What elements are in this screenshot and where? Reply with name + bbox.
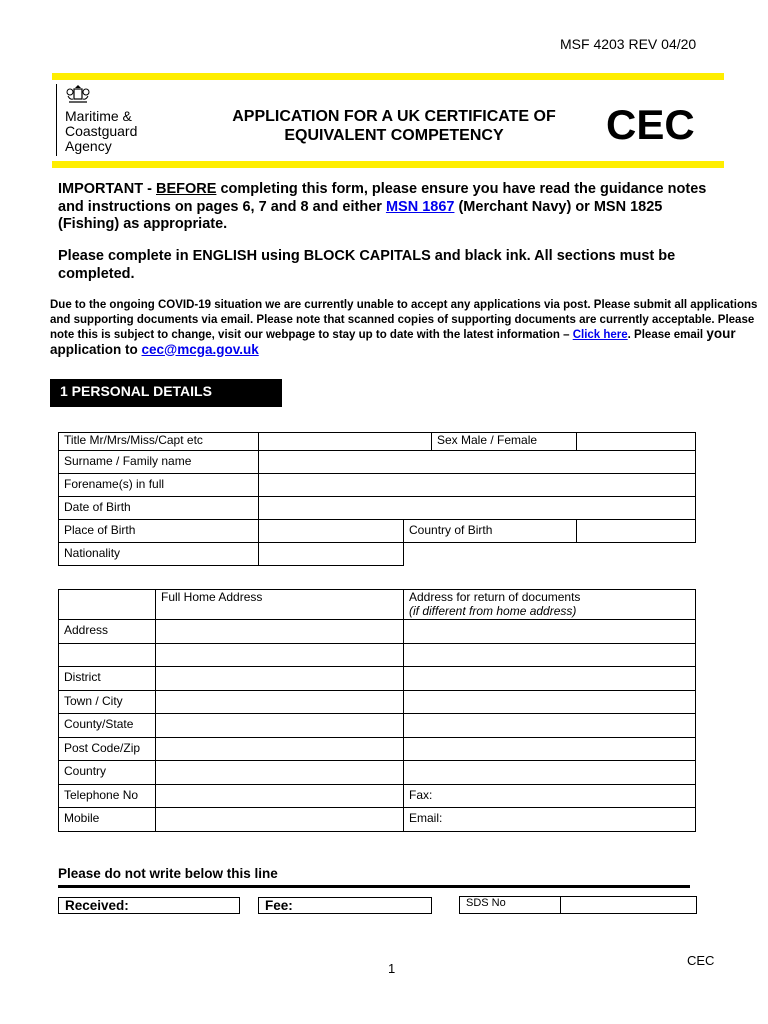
received-box: [58, 897, 240, 914]
title-field[interactable]: [259, 433, 432, 451]
table-row: [59, 590, 696, 620]
home-address-line-2-field[interactable]: [156, 643, 404, 667]
office-use-heading: Please do not write below this line: [58, 866, 278, 881]
sds-box: [459, 896, 697, 914]
surname-field[interactable]: [259, 451, 696, 474]
table-row: [59, 643, 696, 667]
county-state-label: County/State: [59, 714, 156, 738]
return-county-field[interactable]: [404, 714, 696, 738]
before-emphasis: BEFORE: [156, 181, 217, 197]
nationality-empty: [404, 543, 696, 566]
sds-divider: [560, 897, 561, 913]
sex-label: Sex Male / Female: [432, 433, 577, 451]
table-row: [59, 543, 696, 566]
forename-field[interactable]: [259, 474, 696, 497]
email-field[interactable]: Email:: [404, 808, 696, 832]
return-address-subheader: (if different from home address): [409, 604, 577, 618]
table-row: [59, 667, 696, 691]
return-address-header: [404, 590, 696, 620]
important-notice: [58, 181, 726, 234]
table-row: [59, 620, 696, 644]
country-label: Country: [59, 761, 156, 785]
important-text: completing this form, please ensure you have read the guidance notes and instructions on pages 6, 7 and 8 and either: [58, 181, 707, 215]
form-title-line: APPLICATION FOR A UK CERTIFICATE OF: [232, 108, 556, 125]
section-personal-details-header: 1 PERSONAL DETAILS: [50, 379, 282, 407]
place-of-birth-field[interactable]: [259, 520, 404, 543]
table-row: [59, 714, 696, 738]
click-here-link[interactable]: Click here: [572, 329, 628, 341]
msn-1867-link[interactable]: MSN 1867: [385, 198, 455, 215]
table-row: [59, 808, 696, 832]
home-address-line-1-field[interactable]: [156, 620, 404, 644]
return-address-line-1-field[interactable]: [404, 620, 696, 644]
received-label: Received:: [65, 898, 129, 913]
sds-label: SDS No: [466, 897, 506, 909]
sex-field[interactable]: [577, 433, 696, 451]
important-prefix: IMPORTANT -: [58, 181, 156, 197]
covid-text-big: your application to: [50, 326, 736, 357]
email-link[interactable]: cec@mcga.gov.uk: [141, 341, 259, 357]
table-row: [59, 451, 696, 474]
forename-label: Forename(s) in full: [59, 474, 259, 497]
agency-name-line: Maritime &: [65, 108, 132, 124]
fee-label: Fee:: [265, 898, 293, 913]
title-label: Title Mr/Mrs/Miss/Capt etc: [59, 433, 259, 451]
date-of-birth-field[interactable]: [259, 497, 696, 520]
return-postcode-field[interactable]: [404, 737, 696, 761]
royal-crest-icon: [65, 84, 91, 104]
table-row: [59, 761, 696, 785]
cec-heading: CEC: [606, 101, 695, 148]
home-town-field[interactable]: [156, 690, 404, 714]
yellow-rule-bottom: [52, 161, 724, 168]
place-of-birth-label: Place of Birth: [59, 520, 259, 543]
agency-name-line: Coastguard: [65, 123, 138, 139]
telephone-label: Telephone No: [59, 784, 156, 808]
district-label: District: [59, 667, 156, 691]
return-country-field[interactable]: [404, 761, 696, 785]
address-table: [58, 589, 696, 832]
covid-text-mid: . Please email: [627, 329, 707, 341]
covid-text: Due to the ongoing COVID-19 situation we are currently unable to accept any applications via post. Please submit all applications and supporting documents via email. Please note that scanned copies of supporting documents are currently acceptable. Please note this is subject to change, visit our webpage to stay up to date with the latest information –: [50, 299, 758, 341]
country-of-birth-label: Country of Birth: [404, 520, 577, 543]
personal-details-table: [58, 432, 696, 566]
surname-label: Surname / Family name: [59, 451, 259, 474]
footer-code: CEC: [687, 953, 715, 968]
nationality-label: Nationality: [59, 543, 259, 566]
table-row: [59, 497, 696, 520]
post-code-label: Post Code/Zip: [59, 737, 156, 761]
office-use-divider: [58, 885, 690, 888]
agency-logo: [56, 84, 157, 156]
address-row-label: Address: [59, 620, 156, 644]
table-row: [59, 784, 696, 808]
full-home-address-header: Full Home Address: [156, 590, 404, 620]
yellow-rule-top: [52, 73, 724, 80]
block-capitals-instruction: Please complete in ENGLISH using BLOCK CAPITALS and black ink. All sections must be completed.: [58, 248, 676, 282]
table-row: [59, 737, 696, 761]
form-title: [196, 107, 592, 145]
page-number: 1: [388, 961, 396, 976]
town-city-label: Town / City: [59, 690, 156, 714]
table-row: [59, 474, 696, 497]
fax-field[interactable]: Fax:: [404, 784, 696, 808]
return-town-field[interactable]: [404, 690, 696, 714]
return-district-field[interactable]: [404, 667, 696, 691]
return-address-line-2-field[interactable]: [404, 643, 696, 667]
covid-notice: [50, 298, 766, 358]
fee-box: [258, 897, 432, 914]
address-header-blank: [59, 590, 156, 620]
table-row: [59, 690, 696, 714]
home-county-field[interactable]: [156, 714, 404, 738]
return-address-header-text: Address for return of documents: [409, 590, 581, 604]
date-of-birth-label: Date of Birth: [59, 497, 259, 520]
telephone-field[interactable]: [156, 784, 404, 808]
country-of-birth-field[interactable]: [577, 520, 696, 543]
home-postcode-field[interactable]: [156, 737, 404, 761]
home-district-field[interactable]: [156, 667, 404, 691]
agency-name-line: Agency: [65, 138, 112, 154]
address-row-label: [59, 643, 156, 667]
mobile-field[interactable]: [156, 808, 404, 832]
form-reference: MSF 4203 REV 04/20: [560, 36, 697, 52]
form-title-line: EQUIVALENT COMPETENCY: [284, 127, 504, 144]
important-text-end: (Merchant Navy) or MSN 1825 (Fishing) as appropriate.: [58, 198, 663, 232]
mobile-label: Mobile: [59, 808, 156, 832]
home-country-field[interactable]: [156, 761, 404, 785]
table-row: [59, 433, 696, 451]
nationality-field[interactable]: [259, 543, 404, 566]
table-row: [59, 520, 696, 543]
